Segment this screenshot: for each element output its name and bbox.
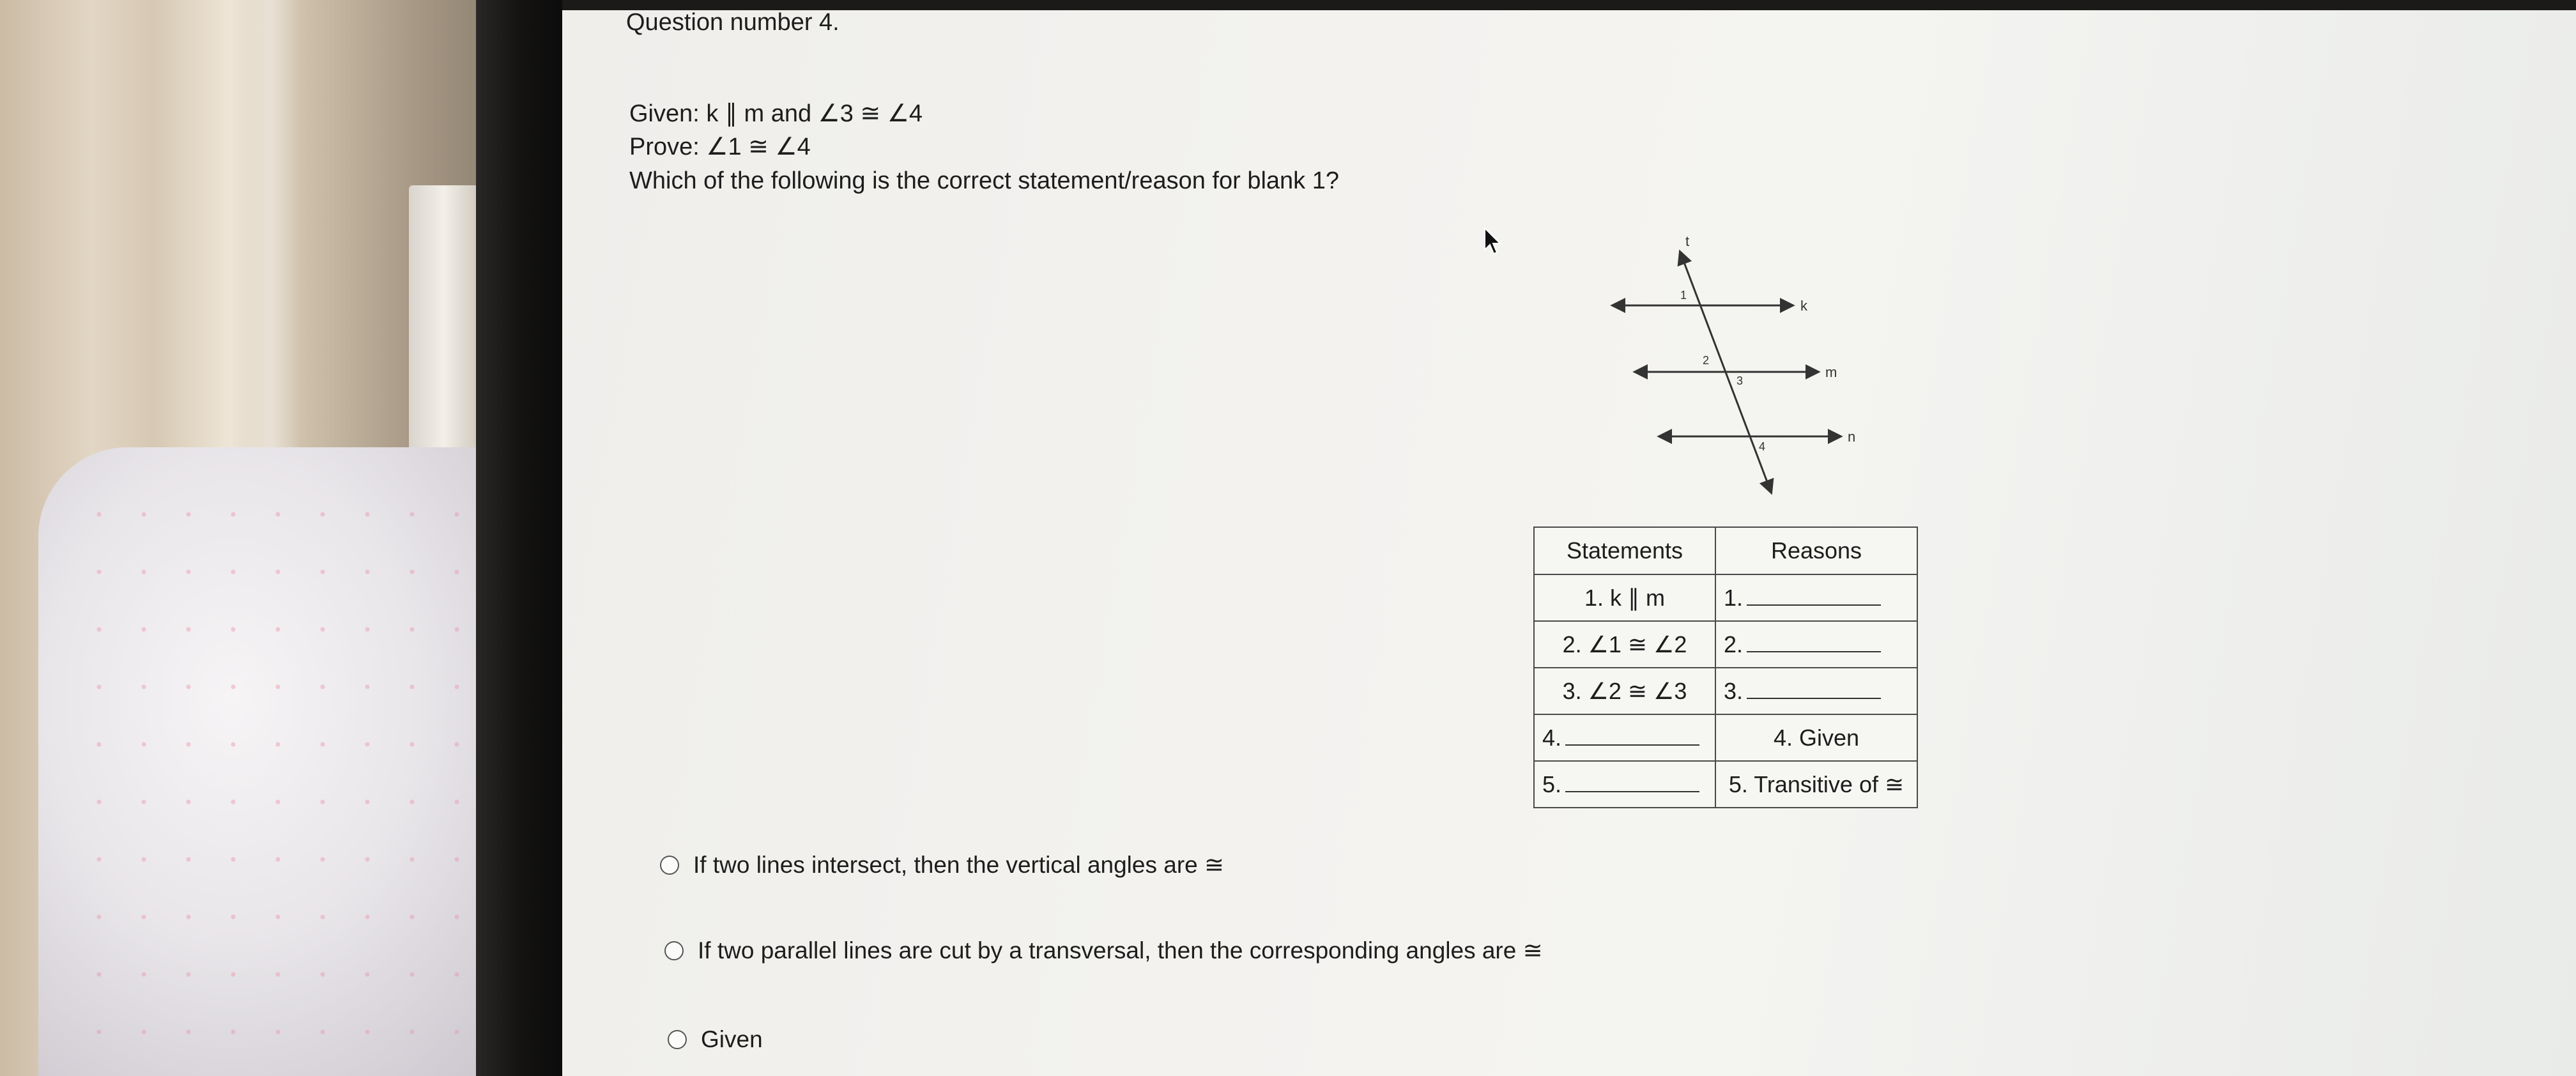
answer-option-vertical-angles[interactable] <box>660 851 1224 879</box>
reason-4: 4. Given <box>1715 714 1917 761</box>
answer-label: If two parallel lines are cut by a transversal, then the corresponding angles are ≅ <box>698 937 1543 964</box>
statement-3: 3. ∠2 ≅ ∠3 <box>1534 668 1715 714</box>
table-row <box>1534 714 1917 761</box>
radio-button[interactable] <box>668 1030 687 1049</box>
angle-1-label: 1 <box>1680 289 1687 302</box>
prove-statement: Prove: ∠1 ≅ ∠4 <box>629 134 811 160</box>
reason-1-blank <box>1747 588 1881 606</box>
given-statement: Given: k ∥ m and ∠3 ≅ ∠4 <box>629 100 923 127</box>
parallel-lines-diagram <box>1597 230 1891 498</box>
table-row <box>1534 621 1917 668</box>
background-curtain <box>243 0 300 460</box>
statement-2: 2. ∠1 ≅ ∠2 <box>1534 621 1715 668</box>
answer-option-given[interactable] <box>668 1026 763 1053</box>
reasons-header: Reasons <box>1715 527 1917 574</box>
statement-5-cell <box>1534 761 1715 808</box>
proof-table <box>1533 526 1918 808</box>
label-m: m <box>1825 364 1837 380</box>
statement-4-cell <box>1534 714 1715 761</box>
reason-2-cell <box>1715 621 1917 668</box>
statement-4: 4. <box>1542 724 1562 751</box>
statement-5-blank <box>1565 774 1699 792</box>
table-row <box>1534 761 1917 808</box>
table-row <box>1534 668 1917 714</box>
statements-header: Statements <box>1534 527 1715 574</box>
reason-1-cell <box>1715 574 1917 621</box>
answer-label: If two lines intersect, then the vertical angles are ≅ <box>693 852 1225 878</box>
question-number: Question number 4. <box>626 9 839 36</box>
mouse-cursor-icon <box>1483 227 1504 256</box>
radio-button[interactable] <box>660 856 679 875</box>
angle-4-label: 4 <box>1759 440 1766 453</box>
reason-2: 2. <box>1724 631 1744 657</box>
answer-option-corresponding-angles[interactable] <box>664 937 1543 964</box>
answer-label: Given <box>701 1026 763 1052</box>
statement-1: 1. k ∥ m <box>1534 574 1715 621</box>
angle-2-label: 2 <box>1703 354 1710 367</box>
table-row <box>1534 574 1917 621</box>
table-header-row <box>1534 527 1917 574</box>
blanket-pattern <box>77 486 473 1073</box>
label-k: k <box>1800 298 1807 314</box>
reason-3: 3. <box>1724 677 1744 704</box>
reason-3-blank <box>1747 681 1881 699</box>
reason-5: 5. Transitive of ≅ <box>1715 761 1917 808</box>
angle-3-label: 3 <box>1736 374 1744 387</box>
screen-top-edge <box>562 0 2576 10</box>
reason-1: 1. <box>1724 584 1744 611</box>
statement-5: 5. <box>1542 771 1562 797</box>
question-prompt: Which of the following is the correct statement/reason for blank 1? <box>629 167 1339 194</box>
radio-button[interactable] <box>664 941 684 960</box>
background-lamp <box>409 185 479 454</box>
label-n: n <box>1848 429 1856 445</box>
reason-2-blank <box>1747 634 1881 652</box>
reason-3-cell <box>1715 668 1917 714</box>
label-t: t <box>1685 233 1690 249</box>
statement-4-blank <box>1565 728 1699 746</box>
